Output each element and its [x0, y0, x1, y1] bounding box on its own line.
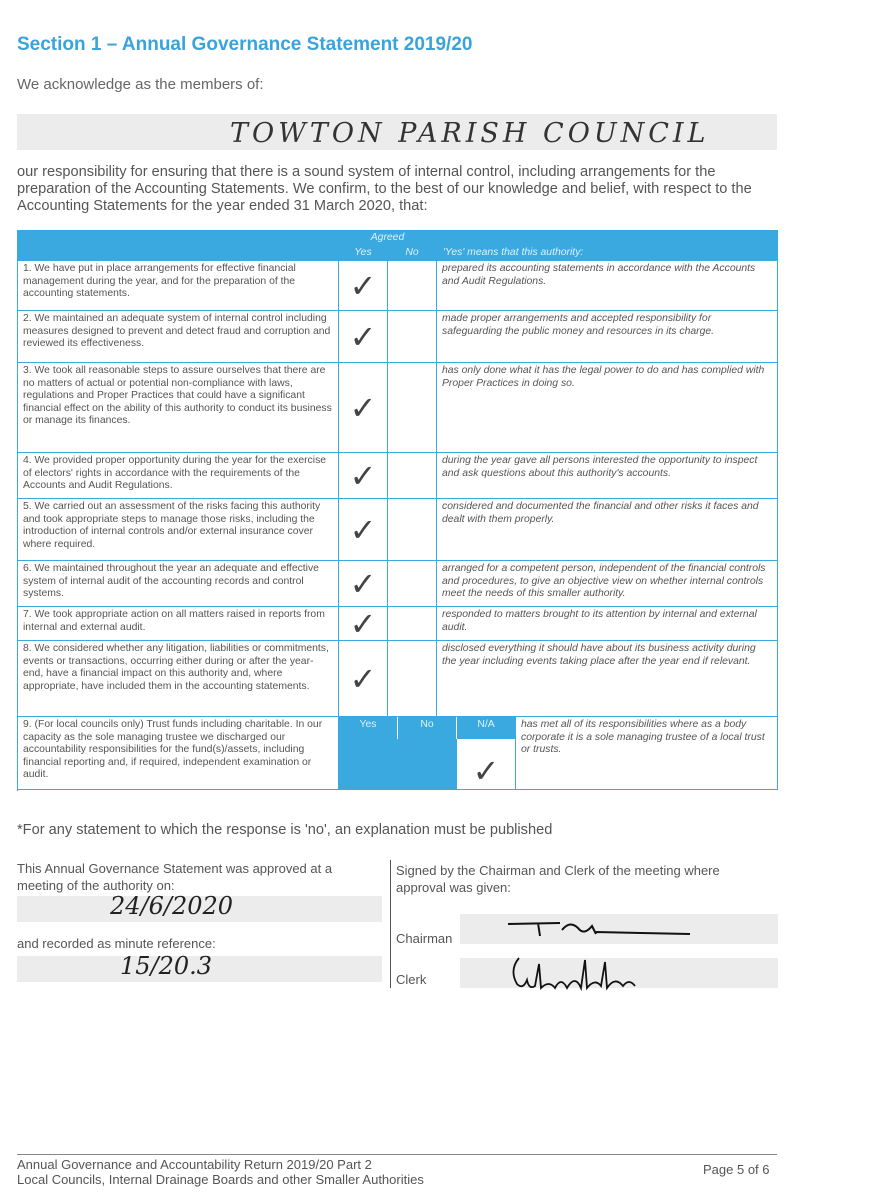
meaning-text: prepared its accounting statements in accordance with the Accounts and Audit Regulations.: [437, 261, 778, 311]
yes-cell[interactable]: [339, 311, 388, 363]
check-icon: ✓: [349, 266, 377, 305]
header-yes: Yes: [339, 246, 388, 261]
table-row: [18, 641, 778, 717]
no-cell[interactable]: [388, 453, 437, 499]
chairman-label: Chairman: [396, 931, 453, 946]
meaning-text: arranged for a competent person, independent of the financial controls and procedures, to give an objective view on whether internal controls meet the needs of this smaller authority.: [437, 561, 778, 607]
no-cell[interactable]: [388, 561, 437, 607]
governance-table: [17, 230, 778, 790]
approval-date: 24/6/2020: [110, 892, 234, 920]
statement-text: 8. We considered whether any litigation, liabilities or commitments, events or transactions, occurring either during or after the year-end, have a financial impact on this authority and, where appropriate, have included them in the accounting statements.: [18, 641, 339, 717]
statement-text: 7. We took appropriate action on all matters raised in reports from internal and external audit.: [18, 607, 339, 641]
table-row-9: [18, 717, 778, 790]
table-row: [18, 607, 778, 641]
table-row: [18, 311, 778, 363]
check-icon: ✓: [349, 317, 377, 356]
meaning-text: made proper arrangements and accepted responsibility for safeguarding the public money and resources in its charge.: [437, 311, 778, 363]
meaning-text: considered and documented the financial and other risks it faces and dealt with them properly.: [437, 499, 778, 561]
footer-line-2: Local Councils, Internal Drainage Boards and other Smaller Authorities: [17, 1172, 424, 1187]
check-icon: ✓: [349, 564, 377, 603]
statement-text: 3. We took all reasonable steps to assure ourselves that there are no matters of actual or potential non-compliance with laws, regulations and Proper Practices that could have a significant financial effect on the ability of this authority to conduct its business or manage its finances.: [18, 363, 339, 453]
row9-yes-fill: [339, 739, 398, 789]
statement-text: 6. We maintained throughout the year an adequate and effective system of internal audit of the accounting records and control systems.: [18, 561, 339, 607]
statement-text: 5. We carried out an assessment of the risks facing this authority and took appropriate steps to manage those risks, including the introduction of internal controls and/or external insurance cover where required.: [18, 499, 339, 561]
no-cell[interactable]: [388, 261, 437, 311]
footer-divider: [17, 1154, 777, 1155]
check-icon: ✓: [349, 604, 377, 643]
check-icon: ✓: [349, 456, 377, 495]
yes-cell[interactable]: [339, 604, 388, 643]
yes-cell[interactable]: [339, 499, 388, 561]
statement-text: 2. We maintained an adequate system of internal control including measures designed to prevent and detect fraud and corruption and reviewed its effectiveness.: [18, 311, 339, 363]
meaning-text: responded to matters brought to its attention by internal and external audit.: [437, 607, 778, 641]
yes-cell[interactable]: [339, 261, 388, 311]
no-cell[interactable]: [388, 607, 437, 641]
yes-cell[interactable]: [339, 453, 388, 499]
header-agreed: Agreed: [339, 231, 437, 246]
signed-text: Signed by the Chairman and Clerk of the meeting where approval was given:: [396, 863, 720, 895]
footer-line-1: Annual Governance and Accountability Return 2019/20 Part 2: [17, 1157, 372, 1172]
row9-options: [339, 717, 778, 790]
clerk-label: Clerk: [396, 972, 427, 987]
header-means: 'Yes' means that this authority:: [437, 246, 778, 261]
authority-name: TOWTON PARISH COUNCIL: [230, 118, 710, 149]
yes-cell[interactable]: [339, 641, 388, 717]
meaning-text: during the year gave all persons interested the opportunity to inspect and ask questions about this authority's accounts.: [437, 453, 778, 499]
header-blank-right: [437, 231, 778, 246]
table-header-agreed: [18, 231, 778, 246]
minute-label: and recorded as minute reference:: [17, 936, 216, 951]
row9-na-cell[interactable]: [457, 739, 516, 789]
header-no: No: [388, 246, 437, 261]
check-icon: ✓: [472, 752, 500, 790]
no-cell[interactable]: [388, 499, 437, 561]
check-icon: ✓: [349, 388, 377, 427]
clerk-signature: [505, 950, 645, 998]
row9-yes-header: Yes: [339, 717, 398, 739]
check-icon: ✓: [349, 510, 377, 549]
minute-reference: 15/20.3: [120, 952, 213, 980]
statement-text: 9. (For local councils only) Trust funds including charitable. In our capacity as the sole managing trustee we discharged our accountability responsibilities for the fund(s)/assets, including financial reporting and, if required, independent examination or audit.: [18, 717, 339, 790]
meaning-text: has only done what it has the legal power to do and has complied with Proper Practices in doing so.: [437, 363, 778, 453]
yes-cell[interactable]: [339, 363, 388, 453]
footer-left: [17, 1157, 424, 1187]
no-cell[interactable]: [388, 363, 437, 453]
meaning-text: disclosed everything it should have about its business activity during the year including events taking place after the year end if relevant.: [437, 641, 778, 717]
check-icon: ✓: [349, 659, 377, 698]
statement-text: 4. We provided proper opportunity during the year for the exercise of electors' rights in accordance with the requirements of the Accounts and Audit Regulations.: [18, 453, 339, 499]
divider: [390, 860, 391, 988]
chairman-signature: [500, 914, 700, 944]
header-blank: [18, 231, 339, 261]
section-title: Section 1 – Annual Governance Statement 2019/20: [17, 34, 473, 55]
no-cell[interactable]: [388, 641, 437, 717]
footnote: *For any statement to which the response is 'no', an explanation must be published: [17, 822, 553, 838]
approval-text: This Annual Governance Statement was approved at a meeting of the authority on:: [17, 861, 333, 893]
row9-no-header: No: [398, 717, 457, 739]
table-row: [18, 261, 778, 311]
table-row: [18, 499, 778, 561]
yes-cell[interactable]: [339, 561, 388, 607]
statement-text: 1. We have put in place arrangements for effective financial management during the year, and for the preparation of the accounting statements.: [18, 261, 339, 311]
row9-na-header: N/A: [457, 717, 516, 739]
row9-inner: [339, 717, 777, 789]
no-cell[interactable]: [388, 311, 437, 363]
responsibility-text: our responsibility for ensuring that there is a sound system of internal control, including arrangements for the preparation of the Accounting Statements. We confirm, to the best of our knowledge and belief, with respect to the Accounting Statements for the year ended 31 March 2020, that:: [17, 164, 752, 214]
table-row: [18, 561, 778, 607]
page-number: Page 5 of 6: [703, 1162, 770, 1177]
meaning-text: has met all of its responsibilities where as a body corporate it is a sole managing trustee of a local trust or trusts.: [516, 717, 778, 789]
table-row: [18, 363, 778, 453]
table-row: [18, 453, 778, 499]
row9-no-fill: [398, 739, 457, 789]
acknowledgement-text: We acknowledge as the members of:: [17, 76, 264, 93]
